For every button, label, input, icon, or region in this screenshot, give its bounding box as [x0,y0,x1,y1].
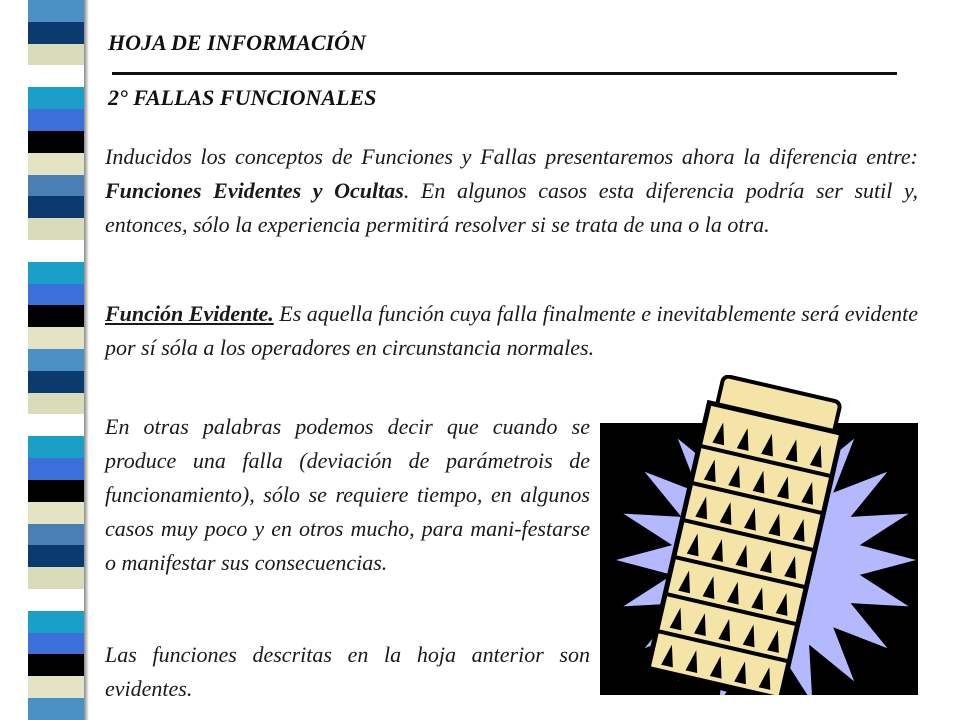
definition-term: Función Evidente. [105,301,274,326]
stripe-block [28,262,84,284]
stripe-block [28,218,84,240]
leaning-tower-icon [596,375,922,695]
stripe-block [28,611,84,633]
stripe-block [28,240,84,262]
section-title: 2° FALLAS FUNCIONALES [108,85,377,110]
stripe-block [28,458,84,480]
stripe-block [28,436,84,458]
stripe-block [28,371,84,393]
stripe-shadow [84,0,89,720]
stripe-block [28,654,84,676]
stripe-block [28,305,84,327]
intro-emphasis: Funciones Evidentes y Ocultas [105,178,404,203]
stripe-block [28,698,84,720]
stripe-block [28,153,84,175]
intro-paragraph [105,140,918,242]
stripe-block [28,676,84,698]
stripe-block [28,589,84,611]
stripe-block [28,567,84,589]
stripe-block [28,44,84,66]
definition-text: Es aquella función cuya falla finalmente e inevitablemente será evidente por sí sóla a los operadores en circunstancia normales. [105,301,919,360]
stripe-block [28,633,84,655]
stripe-block [28,196,84,218]
stripe-block [28,175,84,197]
stripe-block [28,414,84,436]
stripe-block [28,65,84,87]
decorative-stripe [28,0,84,720]
stripe-block [28,22,84,44]
stripe-block [28,327,84,349]
stripe-block [28,545,84,567]
stripe-block [28,87,84,109]
stripe-block [28,524,84,546]
stripe-block [28,284,84,306]
stripe-block [28,131,84,153]
explanation-paragraph: En otras palabras podemos decir que cuando se produce una falla (deviación de parámetrois de funcionamiento), sólo se requiere tiempo, en algunos casos muy poco y en otros mucho, para mani-festarse o manifestar sus consecuencias. [105,414,590,575]
stripe-block [28,480,84,502]
stripe-block [28,109,84,131]
conclusion-paragraph: Las funciones descritas en la hoja anterior son evidentes. [105,642,590,701]
page-title: HOJA DE INFORMACIÓN [108,30,366,55]
intro-text-end: . En algunos casos esta diferencia podría ser sutil y, entonces, sólo la experiencia permitirá resolver si se trata de una o la otra. [105,178,919,237]
title-divider [112,72,897,75]
stripe-block [28,349,84,371]
definition-paragraph [105,297,918,365]
stripe-block [28,502,84,524]
intro-text-start: Inducidos los conceptos de Funciones y Fallas presentaremos ahora la diferencia entre: [105,144,918,169]
stripe-block [28,0,84,22]
stripe-block [28,393,84,415]
